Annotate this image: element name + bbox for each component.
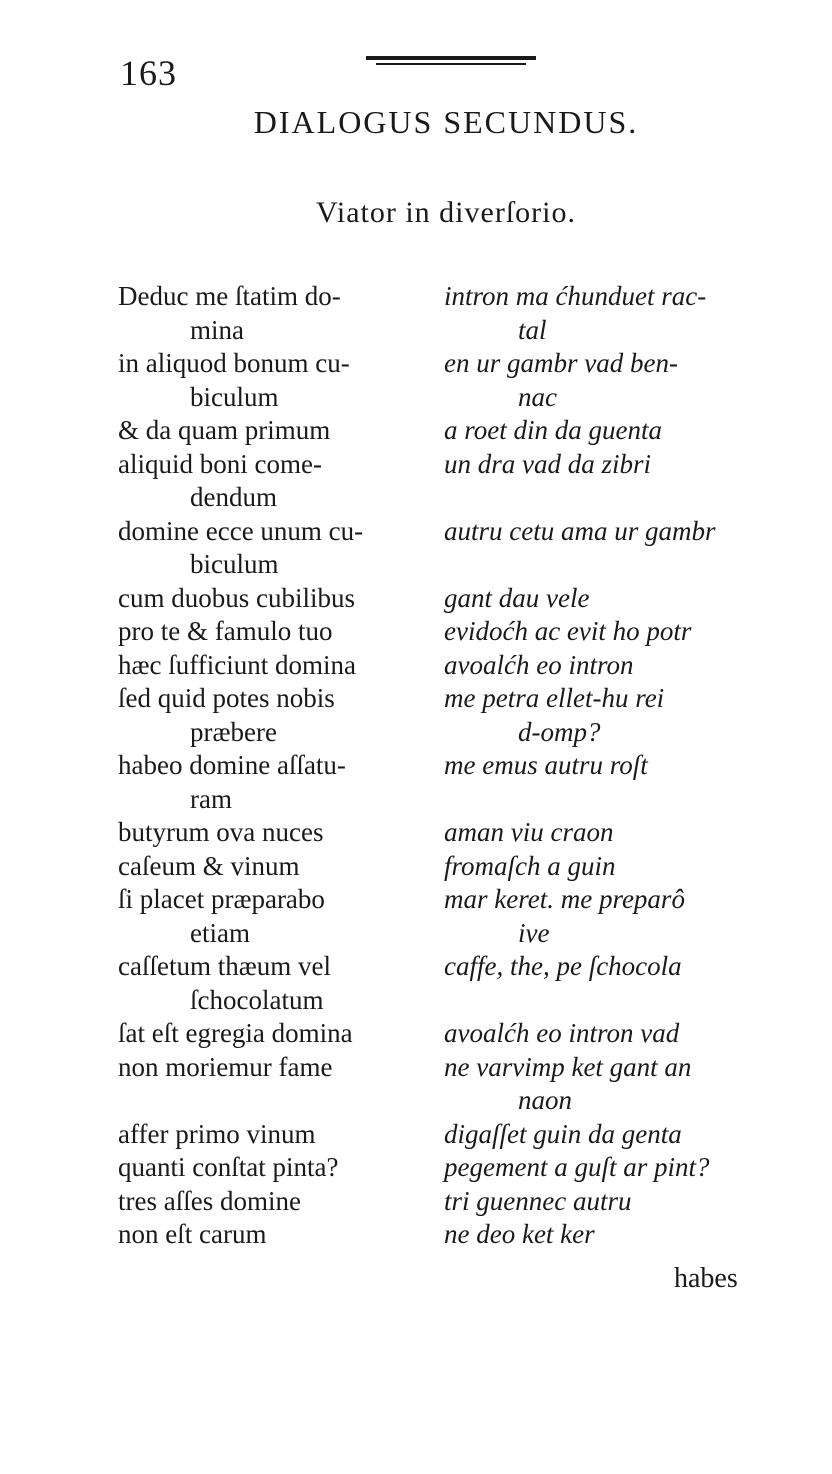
latin-text: tres aſſes domine xyxy=(118,1185,301,1216)
breton-continuation: ive xyxy=(518,917,550,948)
dialogue-row xyxy=(118,649,790,683)
breton-text: tri guennec autru xyxy=(444,1185,632,1216)
latin-continuation: etiam xyxy=(190,917,250,948)
breton-line xyxy=(444,850,790,884)
latin-text: pro te & famulo tuo xyxy=(118,616,333,646)
dialogue-row xyxy=(118,950,790,1017)
dialogue-row xyxy=(118,850,790,884)
breton-text: ne varvimp ket gant an xyxy=(444,1051,692,1082)
dialogue-row xyxy=(118,515,790,582)
breton-line xyxy=(444,1185,790,1219)
breton-text: me petra ellet-hu rei xyxy=(444,683,665,713)
latin-line xyxy=(118,950,444,1017)
breton-text: gant dau vele xyxy=(444,582,590,613)
dialogue-row xyxy=(118,347,790,414)
dialogue-row xyxy=(118,280,790,347)
latin-line xyxy=(118,682,444,749)
dialogue-row xyxy=(118,749,790,816)
latin-line xyxy=(118,347,444,414)
breton-text: ne deo ket ker xyxy=(444,1219,595,1249)
latin-text: non eſt carum xyxy=(118,1219,267,1249)
breton-line xyxy=(444,347,790,414)
breton-text: mar keret. me preparô xyxy=(444,884,685,914)
latin-text: Deduc me ſtatim do- xyxy=(118,281,341,311)
latin-continuation: præbere xyxy=(190,716,277,747)
chapter-title: DIALOGUS SECUNDUS. xyxy=(253,104,639,140)
latin-text: ſat eſt egregia domina xyxy=(118,1018,353,1048)
latin-line xyxy=(118,414,444,448)
latin-text: domine ecce unum cu- xyxy=(118,515,364,546)
latin-line xyxy=(118,448,444,515)
dialogue-row xyxy=(118,1218,790,1252)
latin-text: & da quam primum xyxy=(118,415,331,445)
breton-line xyxy=(444,1017,790,1051)
dialogue-row xyxy=(118,883,790,950)
dialogue-row xyxy=(118,1051,790,1118)
latin-continuation: mina xyxy=(190,314,244,345)
latin-text: non moriemur fame xyxy=(118,1051,333,1082)
latin-text: aliquid boni come- xyxy=(118,448,322,479)
dialogue-row xyxy=(118,1017,790,1051)
dialogue-row xyxy=(118,448,790,515)
latin-text: hæc ſufficiunt domina xyxy=(118,649,356,680)
breton-text: avoalćh eo intron vad xyxy=(444,1018,680,1048)
breton-text: caffe, the, pe ſchocola xyxy=(444,951,682,981)
latin-text: caſſetum thæum vel xyxy=(118,951,331,981)
latin-text: ſed quid potes nobis xyxy=(118,683,335,713)
dialogue-row xyxy=(118,1118,790,1152)
breton-text: aman viu craon xyxy=(444,817,614,847)
latin-line xyxy=(118,280,444,347)
breton-text: autru cetu ama ur gambr xyxy=(444,515,716,546)
breton-text: digaſſet guin da genta xyxy=(444,1118,682,1149)
breton-continuation: d-omp? xyxy=(518,716,601,747)
section-subtitle: Viator in diverſorio. xyxy=(316,196,576,229)
latin-continuation: ram xyxy=(190,783,232,814)
latin-line xyxy=(118,515,444,582)
latin-text: habeo domine aſſatu- xyxy=(118,750,346,780)
dialogue-row xyxy=(118,1151,790,1185)
latin-line xyxy=(118,1151,444,1185)
latin-text: caſeum & vinum xyxy=(118,850,300,881)
breton-line xyxy=(444,682,790,749)
latin-line xyxy=(118,1017,444,1051)
breton-text: avoalćh eo intron xyxy=(444,649,634,680)
latin-line xyxy=(118,582,444,616)
breton-line xyxy=(444,582,790,616)
dialogue-row xyxy=(118,414,790,448)
header-rule xyxy=(366,56,536,68)
breton-text: me emus autru roſt xyxy=(444,750,648,780)
breton-line xyxy=(444,883,790,950)
latin-text: affer primo vinum xyxy=(118,1118,316,1149)
latin-text: cum duobus cubilibus xyxy=(118,582,355,613)
latin-line xyxy=(118,649,444,683)
dialogue-row xyxy=(118,682,790,749)
breton-line xyxy=(444,649,790,683)
breton-line xyxy=(444,414,790,448)
breton-line xyxy=(444,280,790,347)
breton-line xyxy=(444,749,790,816)
breton-line xyxy=(444,816,790,850)
breton-text: intron ma ćhunduet rac- xyxy=(444,281,707,311)
latin-line xyxy=(118,1051,444,1118)
latin-continuation: ſchocolatum xyxy=(190,984,324,1015)
latin-line xyxy=(118,1218,444,1252)
breton-line xyxy=(444,615,790,649)
latin-text: ſi placet præparabo xyxy=(118,884,325,914)
latin-line xyxy=(118,850,444,884)
breton-line xyxy=(444,1051,790,1118)
latin-line xyxy=(118,883,444,950)
breton-line xyxy=(444,1118,790,1152)
dialogue-table xyxy=(118,280,790,1252)
latin-line xyxy=(118,1118,444,1152)
breton-line xyxy=(444,1151,790,1185)
catchword: habes xyxy=(674,1263,738,1294)
latin-line xyxy=(118,749,444,816)
latin-line xyxy=(118,1185,444,1219)
breton-continuation: tal xyxy=(518,314,547,345)
latin-text: butyrum ova nuces xyxy=(118,817,324,847)
latin-text: quanti conſtat pinta? xyxy=(118,1152,339,1182)
breton-text: en ur gambr vad ben- xyxy=(444,348,678,378)
breton-text: pegement a guſt ar pint? xyxy=(444,1152,710,1182)
breton-line xyxy=(444,1218,790,1252)
breton-line xyxy=(444,950,790,1017)
breton-continuation: naon xyxy=(518,1085,572,1115)
breton-text: fromaſch a guin xyxy=(444,850,616,881)
dialogue-row xyxy=(118,582,790,616)
dialogue-row xyxy=(118,615,790,649)
breton-line xyxy=(444,515,790,582)
page-number: 163 xyxy=(120,53,177,93)
breton-text: evidoćh ac evit ho potr xyxy=(444,616,692,646)
breton-text: un dra vad da zibri xyxy=(444,448,652,479)
latin-continuation: biculum xyxy=(190,549,279,579)
latin-continuation: dendum xyxy=(190,482,277,512)
breton-line xyxy=(444,448,790,515)
latin-continuation: biculum xyxy=(190,381,279,412)
breton-text: a roet din da guenta xyxy=(444,415,662,445)
latin-line xyxy=(118,816,444,850)
latin-text: in aliquod bonum cu- xyxy=(118,348,350,378)
latin-line xyxy=(118,615,444,649)
dialogue-row xyxy=(118,1185,790,1219)
breton-continuation: nac xyxy=(518,381,557,412)
dialogue-row xyxy=(118,816,790,850)
